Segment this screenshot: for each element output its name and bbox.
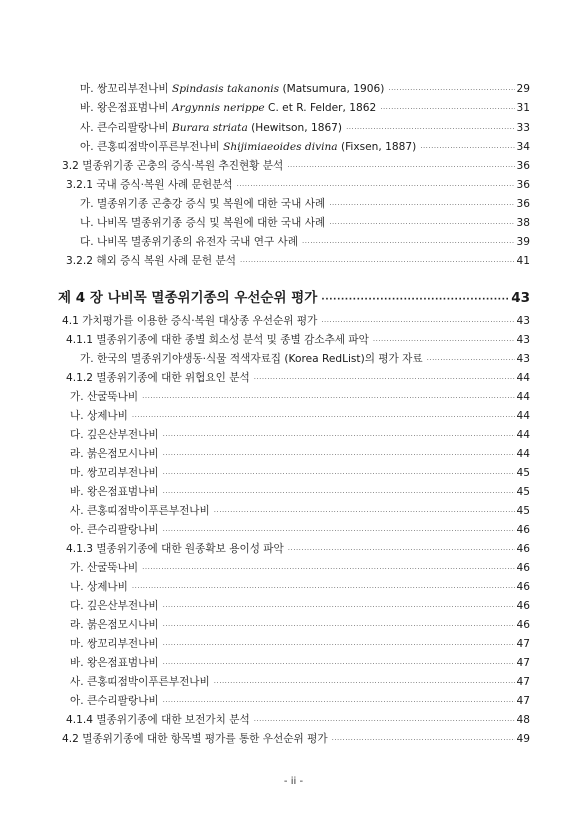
toc-entry[interactable]	[80, 352, 530, 367]
toc-entry[interactable]	[80, 82, 530, 97]
toc-chapter-entry[interactable]	[58, 289, 530, 309]
dot-leader	[388, 83, 514, 97]
toc-entry[interactable]	[70, 409, 530, 424]
toc-entry-label: 다. 깊은산부전나비	[70, 600, 159, 612]
toc-entry-label: 바. 왕은점표범나비	[70, 657, 159, 669]
dot-leader	[163, 695, 515, 709]
toc-entry[interactable]	[70, 504, 530, 519]
toc-entry[interactable]	[66, 542, 530, 557]
toc-page-number: 47	[516, 676, 530, 688]
toc-entry[interactable]	[70, 694, 530, 709]
toc-page-number: 44	[516, 391, 530, 403]
toc-entry-label: 3.2.1 국내 증식·복원 사례 문헌분석	[66, 179, 233, 191]
toc-entry-label: 사. 큰홍띠점박이푸른부전나비	[70, 676, 210, 688]
toc-entry-label: 라. 붉은점모시나비	[70, 619, 159, 631]
toc-entry[interactable]	[80, 216, 530, 231]
dot-leader	[163, 619, 515, 633]
toc-entry[interactable]	[70, 618, 530, 633]
toc-page-number: 44	[516, 448, 530, 460]
toc-entry[interactable]	[80, 197, 530, 212]
toc-entry[interactable]	[70, 485, 530, 500]
dot-leader	[420, 141, 514, 155]
toc-page-number: 43	[511, 290, 530, 306]
toc-page-number: 49	[516, 733, 530, 745]
toc-page-number: 45	[516, 486, 530, 498]
toc-entry-label: 4.1.2 멸종위기종에 대한 위협요인 분석	[66, 372, 250, 384]
toc-entry-label: 마. 쌍꼬리부전나비	[70, 467, 159, 479]
toc-entry[interactable]	[62, 314, 530, 329]
dot-leader	[254, 714, 515, 728]
toc-entry[interactable]	[66, 333, 530, 348]
dot-leader	[142, 562, 514, 576]
toc-entry[interactable]	[80, 235, 530, 250]
dot-leader	[329, 198, 514, 212]
toc-entry[interactable]	[66, 713, 530, 728]
toc-entry-label: 제 4 장 나비목 멸종위기종의 우선순위 평가	[58, 290, 318, 306]
toc-entry-label: 3.2 멸종위기종 곤충의 증식·복원 추진현황 분석	[62, 160, 284, 172]
toc-entry[interactable]	[66, 178, 530, 193]
toc-entry-label: 나. 상제나비	[70, 410, 128, 422]
toc-entry[interactable]	[70, 466, 530, 481]
toc-page-number: 46	[516, 543, 530, 555]
dot-leader	[380, 102, 514, 116]
toc-page-number: 43	[516, 315, 530, 327]
dot-leader	[163, 429, 515, 443]
dot-leader	[321, 315, 514, 329]
toc-page-number: 39	[516, 236, 530, 248]
toc-entry[interactable]	[70, 599, 530, 614]
toc-page-number: 43	[516, 353, 530, 365]
dot-leader	[142, 391, 514, 405]
toc-entry[interactable]	[70, 447, 530, 462]
toc-entry-label: 아. 큰수리팔랑나비	[70, 695, 159, 707]
toc-entry-label: 가. 한국의 멸종위기야생동·식물 적색자료집 (Korea RedList)의 평가 자료	[80, 353, 423, 365]
toc-entry[interactable]	[66, 371, 530, 386]
toc-page-number: 45	[516, 505, 530, 517]
toc-entry-label: 나. 나비목 멸종위기종 증식 및 복원에 대한 국내 사례	[80, 217, 326, 229]
toc-entry-label: 라. 붉은점모시나비	[70, 448, 159, 460]
toc-entry-label: 바. 왕은점표범나비	[70, 486, 159, 498]
toc-entry-label: 사. 큰홍띠점박이푸른부전나비	[70, 505, 210, 517]
toc-page-number: 43	[516, 334, 530, 346]
toc-page-number: 44	[516, 410, 530, 422]
toc-entry-label: 마. 쌍꼬리부전나비	[70, 638, 159, 650]
toc-page-number: 36	[516, 198, 530, 210]
toc-entry[interactable]	[70, 390, 530, 405]
toc-entry-label: 다. 깊은산부전나비	[70, 429, 159, 441]
toc-entry[interactable]	[70, 656, 530, 671]
toc-page-number: 29	[516, 83, 530, 95]
toc-entry-label: 4.1.3 멸종위기종에 대한 원종확보 용이성 파악	[66, 543, 284, 555]
dot-leader	[163, 486, 515, 500]
toc-entry-label: 마. 쌍꼬리부전나비 Spindasis takanonis (Matsumura, 1906)	[80, 83, 385, 95]
toc-page-number: 46	[516, 600, 530, 612]
toc-page-number: 34	[516, 141, 530, 153]
dot-leader	[346, 122, 514, 136]
toc-page-number: 46	[516, 619, 530, 631]
toc-page-number: 31	[516, 102, 530, 114]
toc-entry[interactable]	[80, 121, 530, 136]
toc-entry-label: 아. 큰홍띠점박이푸른부전나비 Shijimiaeoides divina (Fixsen, 1887)	[80, 141, 417, 153]
scientific-name: Shijimiaeoides divina	[223, 141, 338, 153]
toc-page-number: 33	[516, 122, 530, 134]
toc-page-number: 44	[516, 372, 530, 384]
toc-entry[interactable]	[70, 675, 530, 690]
toc-entry[interactable]	[70, 561, 530, 576]
toc-page-number: 47	[516, 638, 530, 650]
toc-entry[interactable]	[70, 428, 530, 443]
dot-leader	[132, 410, 515, 424]
toc-entry-label: 4.1 가치평가를 이용한 증식·복원 대상종 우선순위 평가	[62, 315, 318, 327]
toc-page-number: 45	[516, 467, 530, 479]
dot-leader	[132, 581, 515, 595]
toc-page-number: 46	[516, 581, 530, 593]
dot-leader	[163, 448, 515, 462]
toc-entry[interactable]	[70, 637, 530, 652]
toc-entry-label: 다. 나비목 멸종위기종의 유전자 국내 연구 사례	[80, 236, 299, 248]
dot-leader	[214, 505, 515, 519]
toc-page-number: 47	[516, 657, 530, 669]
dot-leader	[240, 255, 515, 269]
dot-leader	[254, 372, 515, 386]
toc-entry-label: 3.2.2 해외 증식 복원 사례 문헌 분석	[66, 255, 236, 267]
toc-entry-label: 사. 큰수리팔랑나비 Burara striata (Hewitson, 1867)	[80, 122, 343, 134]
toc-entry-label: 가. 산굴뚝나비	[70, 391, 139, 403]
dot-leader	[163, 524, 515, 538]
dot-leader	[288, 543, 515, 557]
dot-leader	[287, 160, 514, 174]
toc-entry-label: 아. 큰수리팔랑나비	[70, 524, 159, 536]
toc-entry[interactable]	[70, 580, 530, 595]
toc-entry[interactable]	[62, 732, 530, 747]
dot-leader	[237, 179, 515, 193]
scientific-name: Spindasis takanonis	[171, 83, 280, 95]
dot-leader	[329, 217, 514, 231]
toc-page-number: 44	[516, 429, 530, 441]
dot-leader	[163, 600, 515, 614]
toc-entry-label: 나. 상제나비	[70, 581, 128, 593]
toc-entry-label: 가. 멸종위기종 곤충강 증식 및 복원에 대한 국내 사례	[80, 198, 326, 210]
toc-page-number: 41	[516, 255, 530, 267]
toc-entry-label: 가. 산굴뚝나비	[70, 562, 139, 574]
toc-entry-label: 4.1.4 멸종위기종에 대한 보전가치 분석	[66, 714, 250, 726]
dot-leader	[163, 638, 515, 652]
toc-page-number: 36	[516, 179, 530, 191]
dot-leader	[302, 236, 515, 250]
page-number-footer: - ii -	[283, 776, 304, 787]
scientific-name: Burara striata	[171, 122, 248, 134]
toc-page-number: 36	[516, 160, 530, 172]
toc-entry-label: 4.2 멸종위기종에 대한 항목별 평가를 통한 우선순위 평가	[62, 733, 328, 745]
toc-page-number: 48	[516, 714, 530, 726]
dot-leader	[332, 733, 515, 747]
toc-page-number: 46	[516, 524, 530, 536]
toc-entry[interactable]	[62, 159, 530, 174]
toc-entry-label: 바. 왕은점표범나비 Argynnis nerippe C. et R. Felder, 1862	[80, 102, 377, 114]
toc-entry[interactable]	[70, 523, 530, 538]
toc-entry[interactable]	[80, 101, 530, 116]
dot-leader	[373, 334, 515, 348]
dot-leader	[427, 353, 515, 367]
dot-leader	[321, 291, 509, 309]
dot-leader	[163, 657, 515, 671]
dot-leader	[214, 676, 515, 690]
toc-entry-label: 4.1.1 멸종위기종에 대한 종별 희소성 분석 및 종별 감소추세 파악	[66, 334, 369, 346]
toc-page-number: 38	[516, 217, 530, 229]
toc-page-number: 46	[516, 562, 530, 574]
toc-entry[interactable]	[80, 140, 530, 155]
dot-leader	[163, 467, 515, 481]
toc-entry[interactable]	[66, 254, 530, 269]
scientific-name: Argynnis nerippe	[171, 102, 265, 114]
toc-page-number: 47	[516, 695, 530, 707]
